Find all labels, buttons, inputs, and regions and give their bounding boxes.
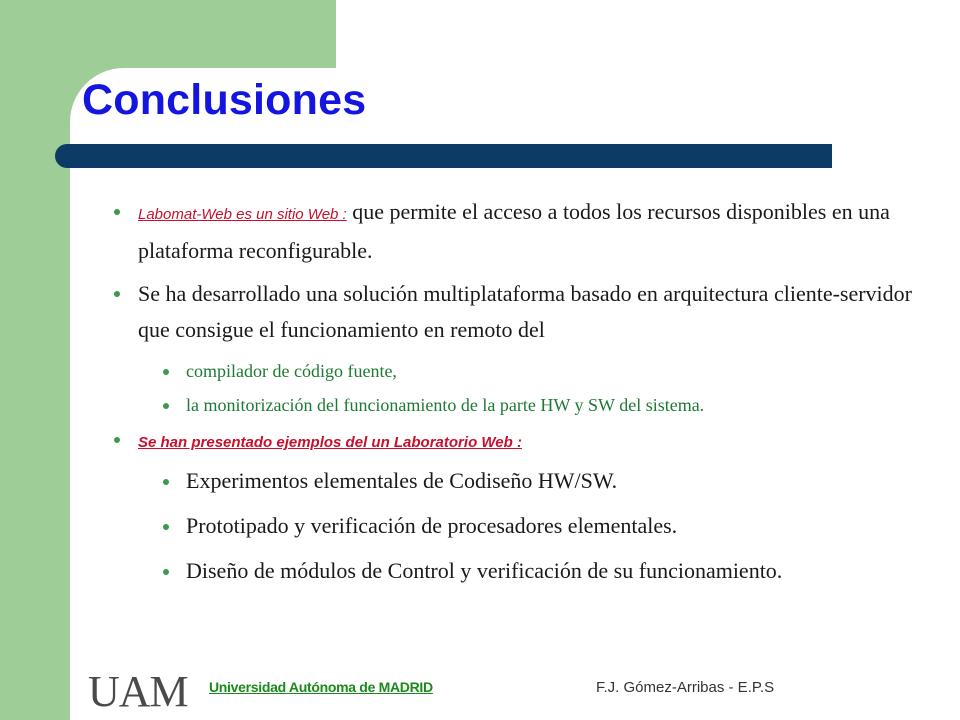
- author-credit: F.J. Gómez-Arribas - E.P.S: [596, 679, 775, 696]
- subitem-monitoring: la monitorización del funcionamiento de la parte HW y SW del sistema.: [186, 392, 926, 418]
- bullet-solution: [138, 276, 928, 348]
- bullet-lead: Se han presentado ejemplos del un Laboratorio Web :: [138, 434, 522, 451]
- bullet-text: Se ha desarrollado una solución multiplataforma basado en arquitectura cliente-servidor que consigue el funcionamiento en remoto del: [138, 281, 912, 342]
- subitem-experiments: Experimentos elementales de Codiseño HW/SW.: [186, 466, 926, 496]
- bullet-examples: [138, 422, 928, 461]
- green-side-band: [0, 0, 70, 720]
- subitem-compiler: compilador de código fuente,: [186, 358, 926, 384]
- bullet-lead: Labomat-Web es un sitio Web :: [138, 206, 347, 223]
- subitem-control-design: Diseño de módulos de Control y verificación de su funcionamiento.: [186, 556, 926, 586]
- subitem-prototyping: Prototipado y verificación de procesadores elementales.: [186, 511, 926, 541]
- slide-title: Conclusiones: [82, 76, 367, 124]
- bullet-labomat: [138, 194, 928, 269]
- university-name: Universidad Autónoma de MADRID: [209, 679, 433, 695]
- bullet-text: que permite el acceso a todos los recursos disponibles en una plataforma reconfigurable.: [138, 199, 890, 263]
- uam-logo: UAM: [88, 667, 188, 716]
- title-rule: [55, 144, 832, 168]
